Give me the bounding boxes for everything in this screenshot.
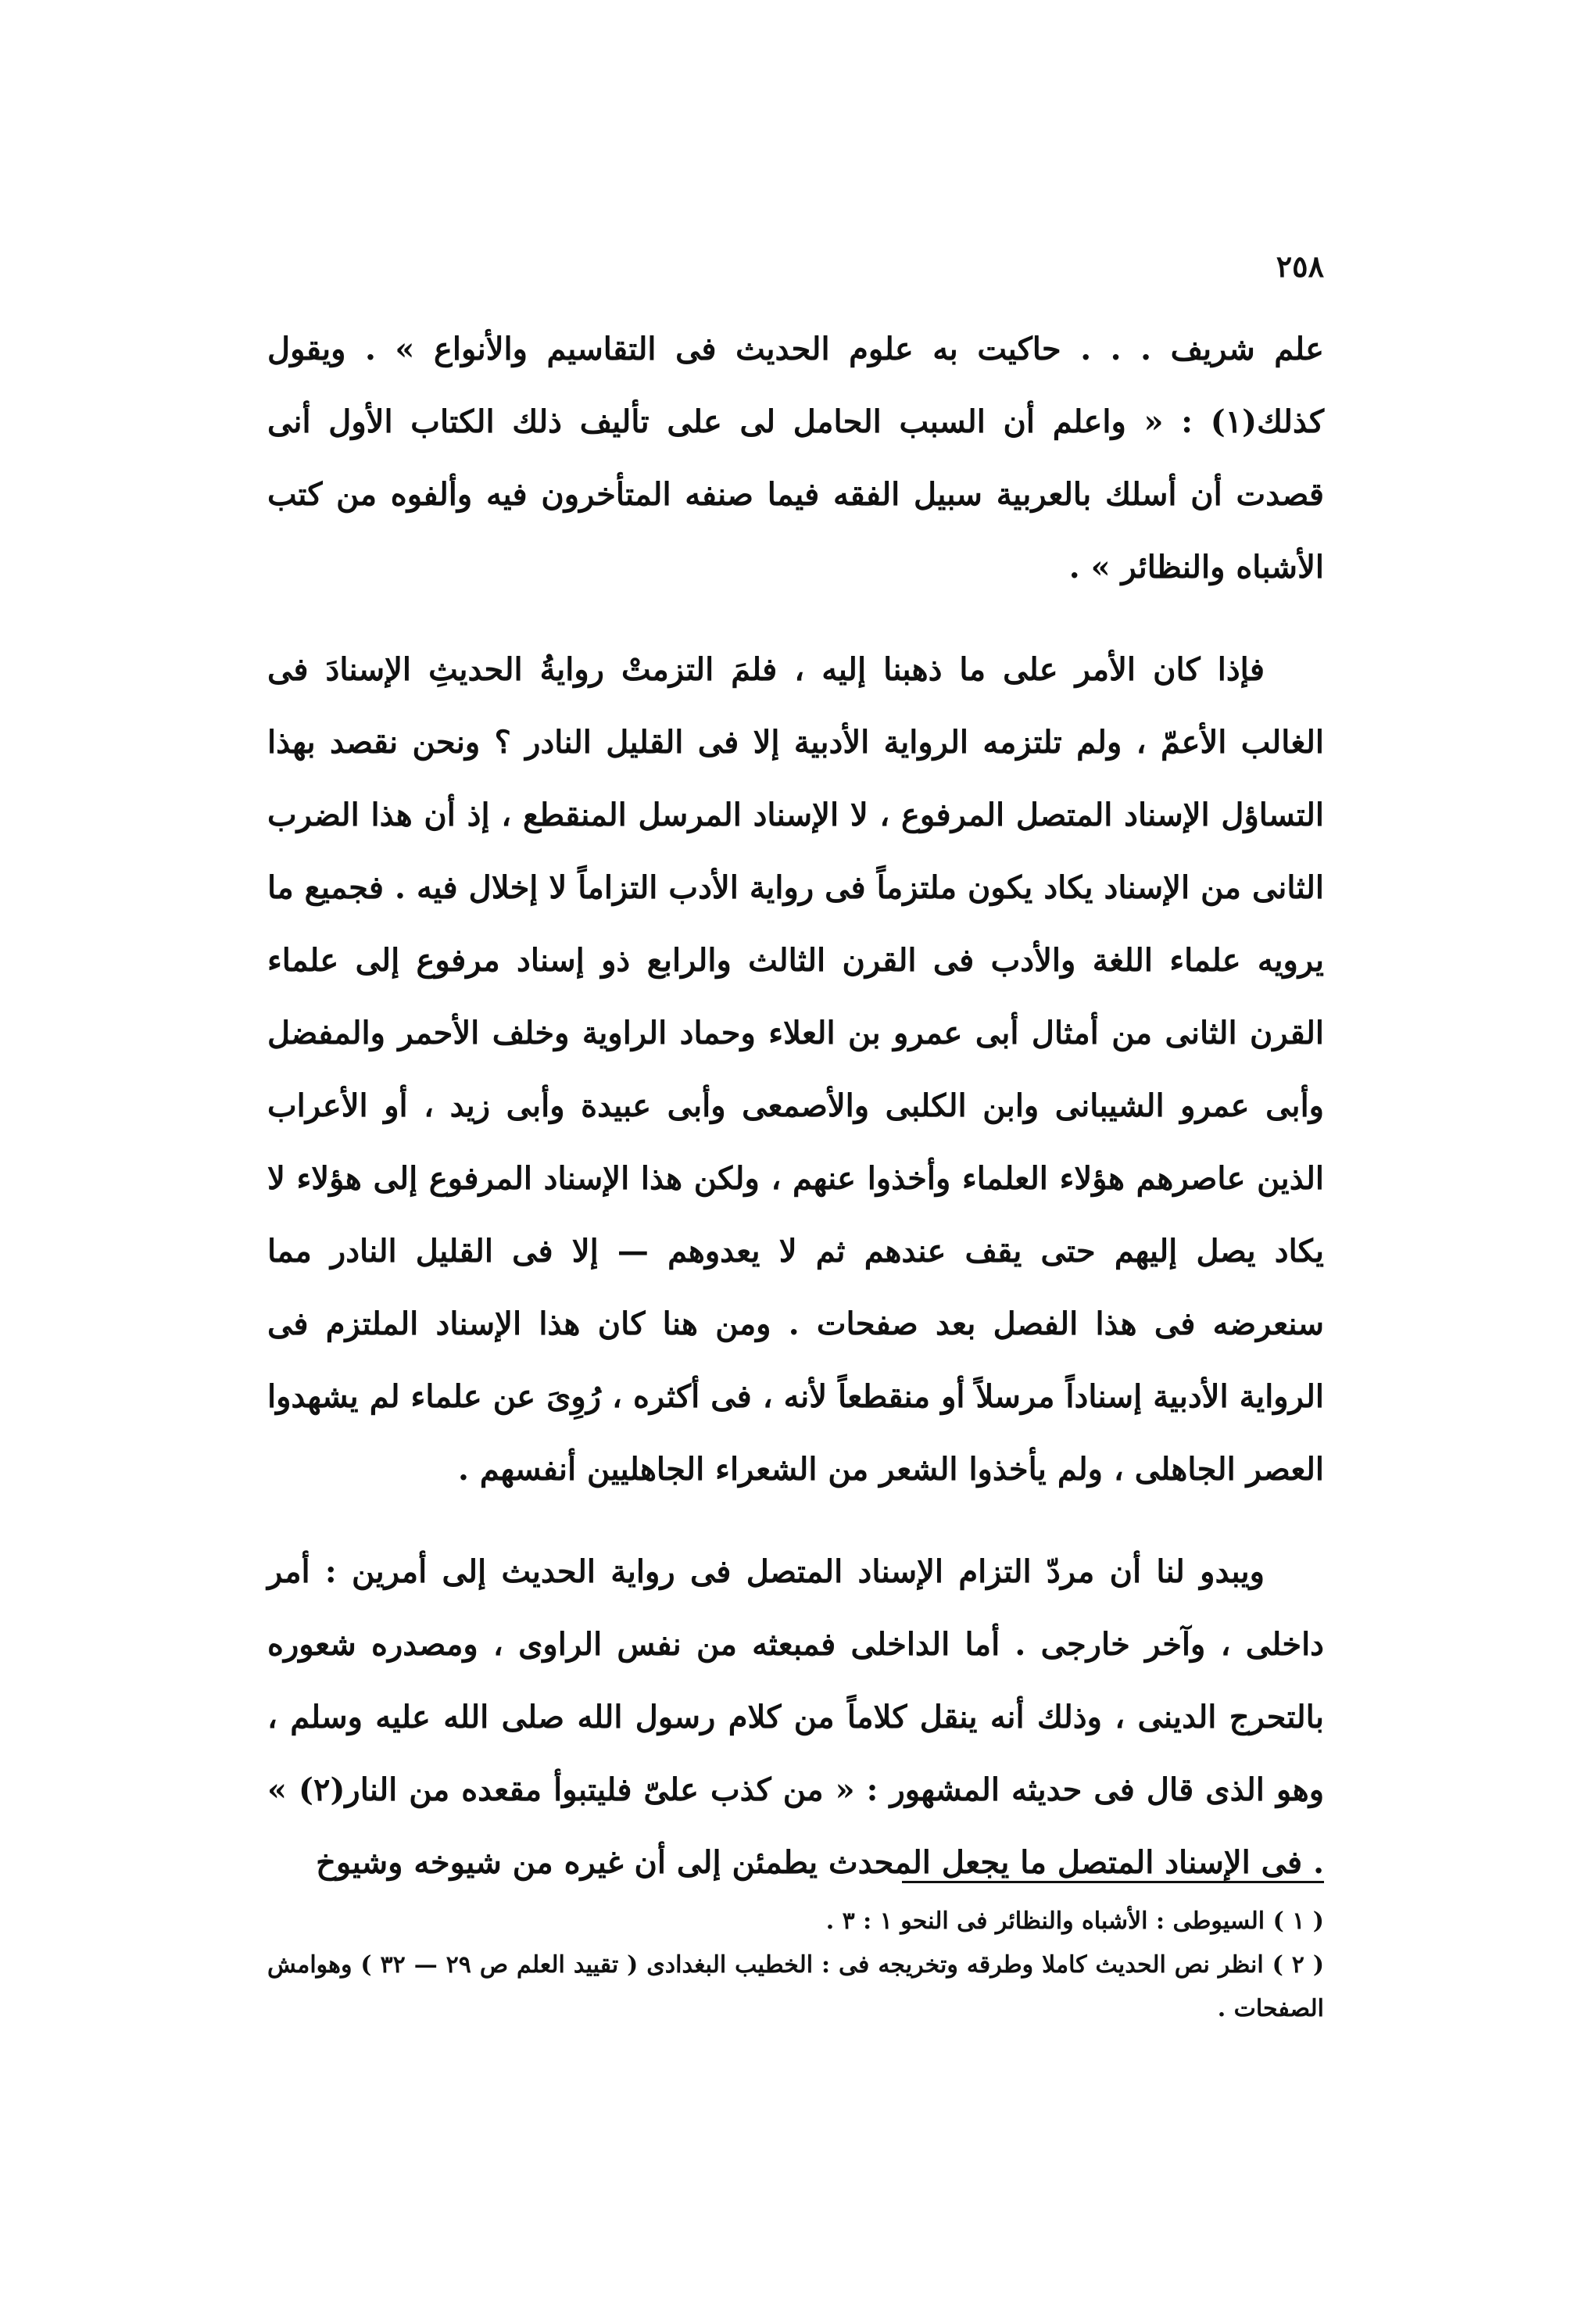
paragraph-2: فإذا كان الأمر على ما ذهبنا إليه ، فلمَ التزمتْ روايةُ الحديثِ الإسنادَ فى الغالب الأعمّ ، ولم تلتزمه الرواية الأدبية إلا فى القليل النادر ؟ ونحن نقصد بهذا التساؤل الإسناد المتصل المرفوع ، لا الإسناد المرسل المنقطع ، إذ أن هذا الضرب الثانى من الإسناد يكاد يكون ملتزماً فى رواية الأدب التزاماً لا إخلال فيه . فجميع ما يرويه علماء اللغة والأدب فى القرن الثالث والرابع ذو إسناد مرفوع إلى علماء القرن الثانى من أمثال أبى عمرو بن العلاء وحماد الراوية وخلف الأحمر والمفضل وأبى عمرو الشيبانى وابن الكلبى والأصمعى وأبى عبيدة وأبى زيد ، أو الأعراب الذين عاصرهم هؤلاء العلماء وأخذوا عنهم ، ولكن هذا الإسناد المرفوع إلى هؤلاء لا يكاد يصل إليهم حتى يقف عندهم ثم لا يعدوهم — إلا فى القليل النادر مما سنعرضه فى هذا الفصل بعد صفحات . ومن هنا كان هذا الإسناد الملتزم فى الرواية الأدبية إسناداً مرسلاً أو منقطعاً لأنه ، فى أكثره ، رُوِىَ عن علماء لم يشهدوا العصر الجاهلى ، ولم يأخذوا الشعر من الشعراء الجاهليين أنفسهم .	[267, 651, 1324, 1488]
paragraph-3: ويبدو لنا أن مردّ التزام الإسناد المتصل فى رواية الحديث إلى أمرين : أمر داخلى ، وآخر خارجى . أما الداخلى فمبعثه من نفس الراوى ، ومصدره شعوره بالتحرج الدينى ، وذلك أنه ينقل كلاماً من كلام رسول الله صلى الله عليه وسلم ، وهو الذى قال فى حديثه المشهور : « من كذب علىّ فليتبوأ مقعده من النار(٢) » . فى الإسناد المتصل ما يجعل المحدث يطمئن إلى أن غيره من شيوخه وشيوخ	[267, 1553, 1325, 1881]
footnotes	[267, 1900, 1324, 2031]
footnote-1: ( ١ ) السيوطى : الأشباه والنظائر فى النحو ١ : ٣ .	[825, 1907, 1324, 1935]
footnote-divider	[902, 1881, 1324, 1883]
main-text	[267, 313, 1324, 1929]
footnote-2: ( ٢ ) انظر نص الحديث كاملا وطرقه وتخريجه فى : الخطيب البغدادى ( تقييد العلم ص ٢٩ — ٣٢ ) وهوامش الصفحات .	[267, 1951, 1325, 2022]
page-number: ٢٥٨	[1276, 249, 1324, 284]
paragraph-1: علم شريف . . . حاكيت به علوم الحديث فى التقاسيم والأنواع » . ويقول كذلك(١) : « واعلم أن السبب الحامل لى على تأليف ذلك الكتاب الأول أنى قصدت أن أسلك بالعربية سبيل الفقه فيما صنفه المتأخرون فيه وألفوه من كتب الأشباه والنظائر » .	[267, 331, 1324, 586]
